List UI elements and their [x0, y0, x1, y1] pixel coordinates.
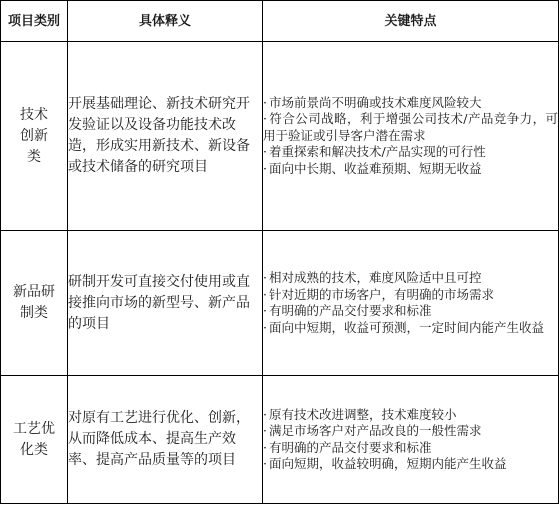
feature-item: · 有明确的产品交付要求和标准: [263, 439, 432, 455]
category-label: 技术创新类: [20, 106, 48, 165]
header-definition: 具体释义: [68, 1, 263, 42]
category-label: 工艺优化类: [13, 420, 55, 458]
feature-item: · 符合公司战略，利于增强公司技术/产品竞争力，可用于验证或引导客户潜在需求: [263, 111, 558, 143]
feature-item: · 原有技术改进调整，技术难度较小: [263, 406, 457, 422]
table-row: [1, 376, 559, 504]
feature-item: · 面向中长期、收益难预期、短期无收益: [263, 160, 482, 176]
features-cell: [263, 42, 559, 231]
feature-text: 面向短期，收益较明确，短期内能产生收益: [268, 456, 507, 471]
feature-text: 满足市场客户对产品改良的一般性需求: [268, 423, 482, 438]
definition-cell: 对原有工艺进行优化、创新，从而降低成本、提高生产效率、提高产品质量等的项目: [68, 376, 263, 504]
header-category: 项目类别: [1, 1, 68, 42]
feature-text: 有明确的产品交付要求和标准: [268, 439, 432, 455]
header-features: 关键特点: [263, 1, 559, 42]
feature-text: 针对近期的市场客户，有明确的市场需求: [268, 286, 494, 302]
category-label: 新品研制类: [13, 284, 55, 321]
table-header-row: [1, 1, 559, 42]
feature-text: 有明确的产品交付要求和标准: [268, 303, 432, 318]
feature-item: · 市场前景尚不明确或技术难度风险较大: [263, 94, 482, 110]
feature-item: · 有明确的产品交付要求和标准: [263, 303, 432, 318]
feature-text: 面向中长期、收益难预期、短期无收益: [268, 160, 482, 176]
definition-cell: 研制开发可直接交付使用或直接推向市场的新型号、新产品的项目: [68, 231, 263, 376]
category-cell: [1, 231, 68, 376]
feature-item: · 面向中短期，收益可预测，一定时间内能产生收益: [263, 319, 544, 335]
feature-item: · 面向短期，收益较明确，短期内能产生收益: [263, 456, 507, 471]
category-cell: [1, 376, 68, 504]
feature-text: 面向中短期，收益可预测，一定时间内能产生收益: [268, 319, 544, 335]
feature-item: · 满足市场客户对产品改良的一般性需求: [263, 423, 482, 438]
feature-text: 市场前景尚不明确或技术难度风险较大: [268, 94, 482, 110]
category-cell: [1, 42, 68, 231]
definition-cell: 开展基础理论、新技术研究开发验证以及设备功能技术改造，形成实用新技术、新设备或技术储备的研究项目: [68, 42, 263, 231]
features-cell: [263, 231, 559, 376]
feature-item: · 相对成熟的技术，难度风险适中且可控: [263, 270, 482, 285]
feature-item: · 针对近期的市场客户，有明确的市场需求: [263, 286, 494, 302]
feature-text: 相对成熟的技术，难度风险适中且可控: [268, 270, 482, 285]
feature-text: 符合公司战略，利于增强公司技术/产品竞争力，可用于验证或引导客户潜在需求: [263, 111, 558, 143]
feature-text: 着重探索和解决技术/产品实现的可行性: [268, 144, 486, 160]
feature-text: 原有技术改进调整，技术难度较小: [268, 406, 457, 422]
features-cell: [263, 376, 559, 504]
table-row: [1, 42, 559, 231]
table-row: [1, 231, 559, 376]
feature-item: · 着重探索和解决技术/产品实现的可行性: [263, 144, 486, 160]
